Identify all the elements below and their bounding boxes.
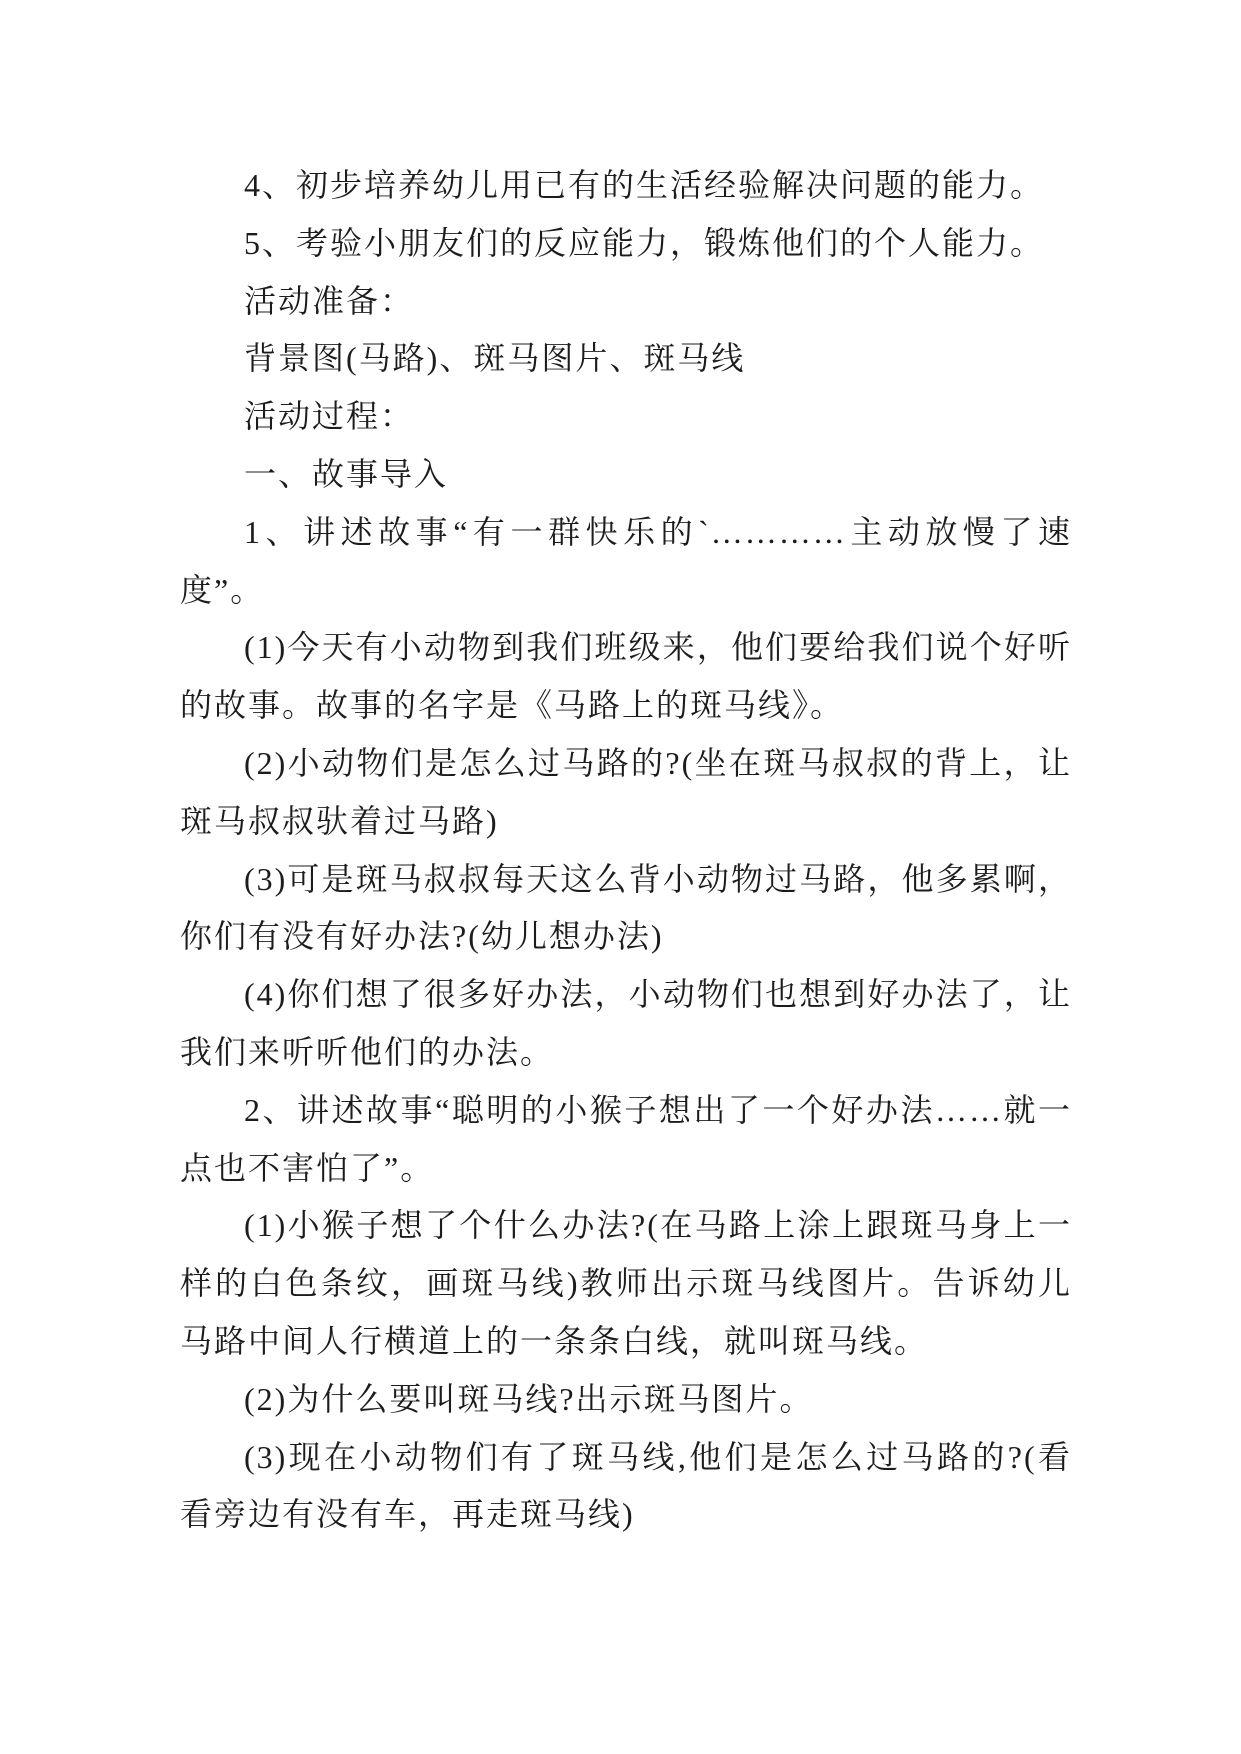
paragraph-question-1-1: (1)今天有小动物到我们班级来，他们要给我们说个好听的故事。故事的名字是《马路上的斑马线》。: [180, 629, 1072, 724]
paragraph-question-2-3: (3)现在小动物们有了斑马线,他们是怎么过马路的?(看看旁边有没有车，再走斑马线): [180, 1438, 1072, 1533]
paragraph-goal-4: 4、初步培养幼儿用已有的生活经验解决问题的能力。: [244, 167, 1045, 203]
paragraph-preparation-items: 背景图(马路)、斑马图片、斑马线: [244, 340, 746, 377]
paragraph-question-2-1: (1)小猴子想了个什么办法?(在马路上涂上跟斑马身上一样的白色条纹，画斑马线)教师出示斑马线图片。告诉幼儿马路中间人行横道上的一条条白线，就叫斑马线。: [180, 1207, 1072, 1359]
paragraph-question-2-2: (2)为什么要叫斑马线?出示斑马图片。: [244, 1380, 814, 1417]
paragraph-story-1: 1、讲述故事“有一群快乐的`…………主动放慢了速度”。: [180, 513, 1072, 608]
paragraph-goal-5: 5、考验小朋友们的反应能力，锻炼他们的个人能力。: [244, 224, 1045, 261]
paragraph-heading-preparation: 活动准备：: [244, 282, 415, 319]
paragraph-question-1-2: (2)小动物们是怎么过马路的?(坐在斑马叔叔的背上，让斑马叔叔驮着过马路): [180, 744, 1072, 839]
paragraph-heading-process: 活动过程：: [244, 398, 415, 435]
document-content: [180, 157, 1072, 1544]
paragraph-question-1-4: (4)你们想了很多好办法，小动物们也想到好办法了，让我们来听听他们的办法。: [180, 976, 1072, 1070]
paragraph-story-2: 2、讲述故事“聪明的小猴子想出了一个好办法……就一点也不害怕了”。: [180, 1091, 1072, 1186]
paragraph-section-1-title: 一、故事导入: [244, 455, 449, 492]
paragraph-question-1-3: (3)可是斑马叔叔每天这么背小动物过马路，他多累啊，你们有没有好办法?(幼儿想办法): [180, 860, 1072, 955]
